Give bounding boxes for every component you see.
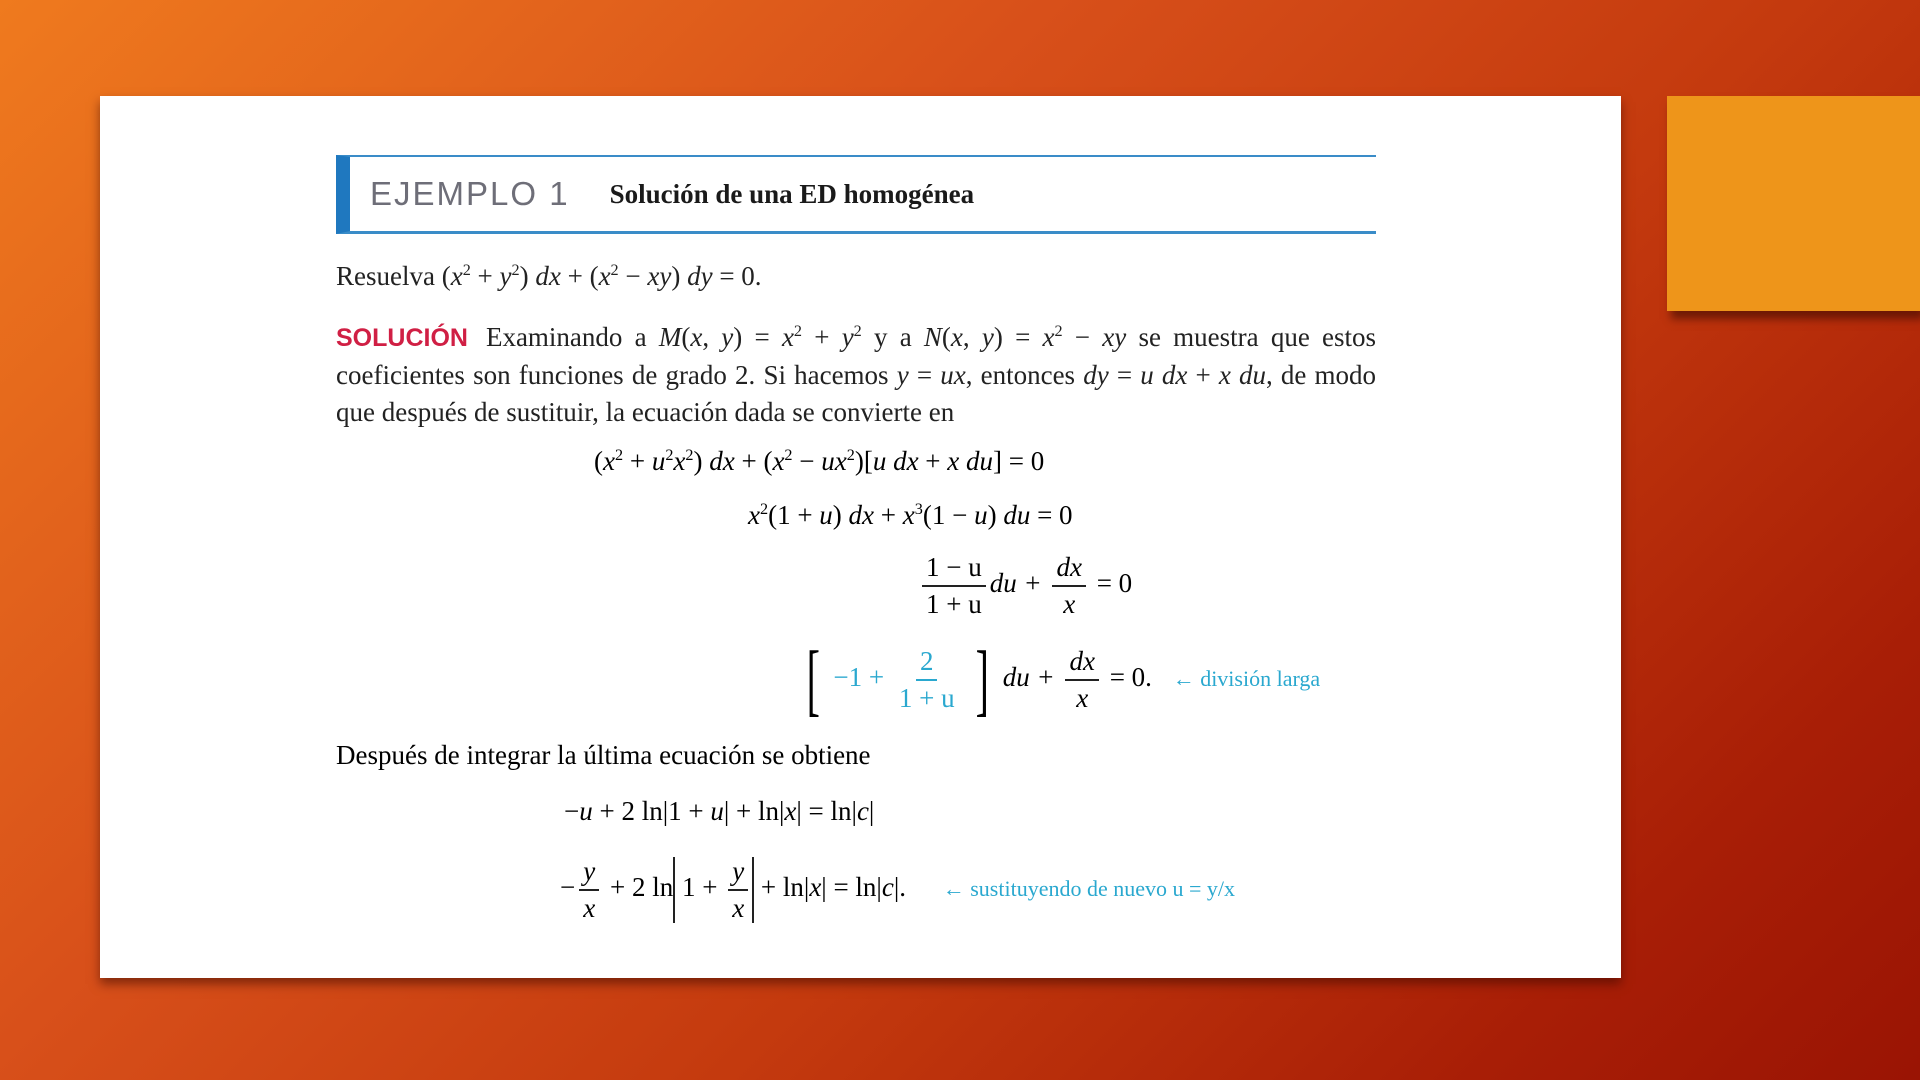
fraction: $\frac{dx}{x}$ (1052, 552, 1085, 620)
equation-6: − $\frac{y}{x}$ + 2 ln 1 + $\frac{y}{x}$ + ln|x| = ln|c|. ← sustituyendo de nuevo u = y/x (560, 856, 1236, 923)
fraction: $\frac{dx}{x}$ (1065, 646, 1098, 714)
example-label: EJEMPLO 1 (370, 175, 570, 212)
annotation-substitution: ← sustituyendo de nuevo u = y/x (942, 876, 1236, 902)
fraction: $\frac{1 - u}{1 + u}$ (922, 552, 986, 620)
solution-paragraph: SOLUCIÓN Examinando a M(x, $y) = x^2 + y^2$ y a N(x, $y) = x^2$ − xy se muestra que estos coeficientes son funciones de grado 2. Si hacemos y = ux, entonces dy = u dx + x du, de modo que después de sustituir, la ecuación dada se convierte en (336, 322, 1377, 427)
solution-label: SOLUCIÓN (336, 324, 468, 352)
annotation-long-division: ← división larga (1172, 666, 1321, 692)
equation-1: $(x^2 + u^2x^2)$ dx + $(x^2 - ux^2)[u$ dx + x du] = 0 (594, 446, 1045, 476)
problem-statement: Resuelva $(x^2 + y^2)$ dx + $(x^2 - xy)$ dy = 0. (336, 261, 762, 291)
accent-block (1667, 96, 1920, 311)
example-title: Solución de una ED homogénea (609, 178, 975, 209)
fraction: $\frac{2}{1 + u}$ (898, 646, 955, 713)
example-content (336, 155, 1376, 431)
equation-4: [ −1 + $\frac{2}{1 + u}$ ] du + $\frac{dx}{x}$ = 0. ← división larga (806, 636, 1321, 724)
equation-3: $\frac{1 - u}{1 + u}$ du + $\frac{dx}{x}$ = 0 (918, 552, 1132, 620)
equation-5: −u + 2 ln|1 + u| + ln|x| = ln|c| (564, 796, 875, 826)
equation-2: $x^2(1 + u)$ dx + $x^3(1 - u)$ du = 0 (748, 500, 1073, 530)
integration-text: Después de integrar la última ecuación se obtiene (336, 740, 871, 770)
example-header (336, 155, 1376, 234)
